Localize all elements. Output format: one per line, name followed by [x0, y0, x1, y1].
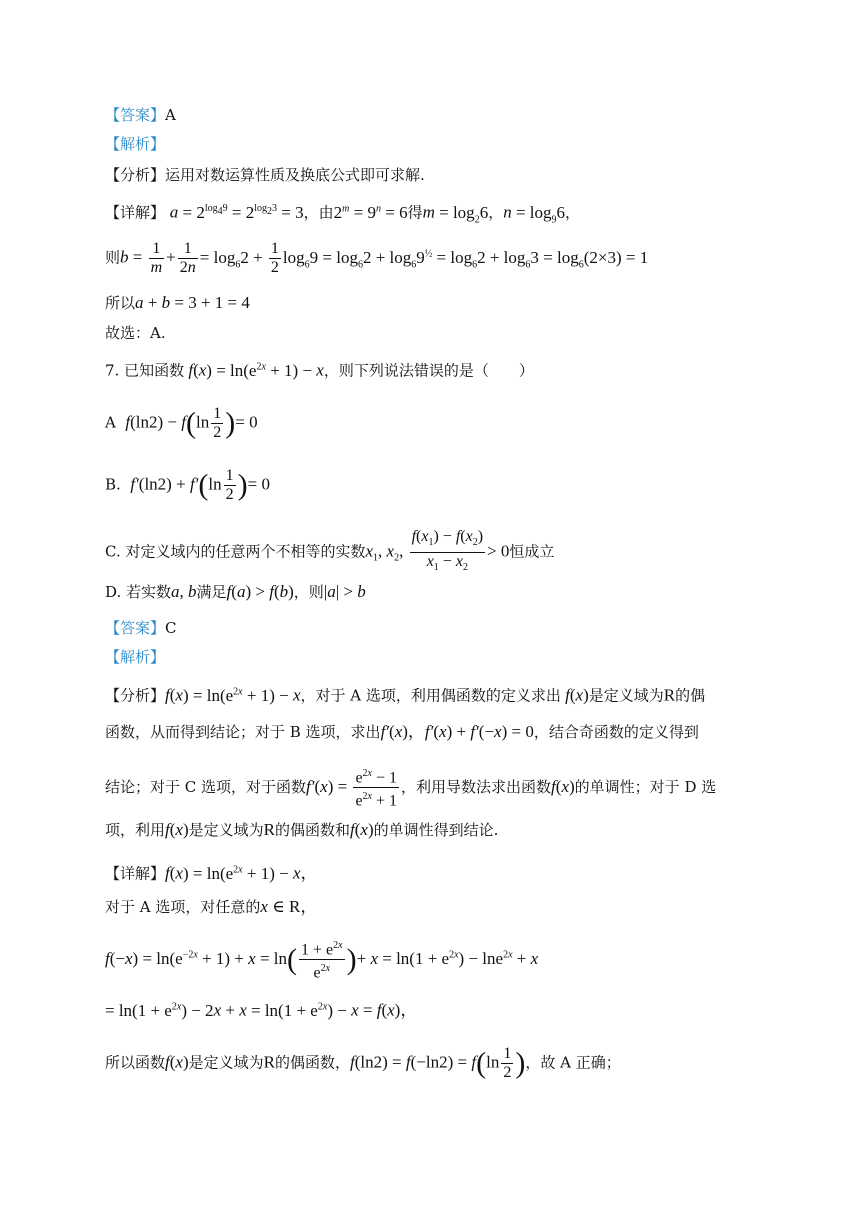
q7-option-d: D. 若实数a, b满足f(a) > f(b)，则|a| > b — [105, 582, 366, 601]
q6-conclusion: 故选：A. — [105, 324, 166, 342]
q7-answer-line: 【答案】C — [105, 619, 177, 637]
q7-fenxi-line-2: 函数，从而得到结论；对于 B 选项，求出f′(x)，f′(x) + f′(−x) = 0，结合奇函数的定义得到 — [105, 722, 699, 741]
q7-xiangjie-line-4: = $\ln(1 + e^{2x}) - 2x + x = \ln(1 + e^{2x}) - x = f(x)$， — [105, 1000, 418, 1020]
q7-option-c: C. 对定义域内的任意两个不相等的实数$x_1$, $x_2$, $\frac{f(x_1) - f(x_2)}{x_1 - x_2}$ > 0恒成立 — [105, 528, 555, 574]
formula: a — [169, 202, 179, 222]
q7-xiangjie-line-1: 【详解】$f(x) = \ln(e^{2x} + 1) - x$， — [105, 863, 318, 883]
q6-answer-line — [105, 104, 176, 126]
q7-option-b: B. f′(ln2) + f′(ln $\frac{1}{2}$ )= 0 — [105, 467, 270, 503]
q7-fenxi-line-1: 【分析】$f(x) = \ln(e^{2x} + 1) - x$，对于 A 选项，利用偶函数的定义求出 f(x)是定义域为R的偶 — [105, 685, 706, 705]
q7-fenxi-line-4: 项，利用f(x)是定义域为R的偶函数和f(x)的单调性得到结论. — [105, 820, 499, 839]
q7-stem: 7. 已知函数 $f(x) = \ln(e^{2x} + 1) - x$，则下列说法错误的是（ ） — [105, 360, 534, 380]
q7-analysis-tag: 【解析】 — [105, 648, 166, 666]
q7-option-a: A f(ln2) − f(ln $\frac{1}{2}$ )= 0 — [105, 405, 258, 441]
q7-xiangjie-line-5: 所以函数f(x)是定义域为R的偶函数，f(ln2) = f(−ln2) = f(ln $\frac{1}{2}$ )，故 A 正确； — [105, 1045, 621, 1081]
q6-analysis-tag: 【解析】 — [105, 135, 166, 153]
q7-fenxi-line-3: 结论；对于 C 选项，对于函数f′(x) = $\frac{e^{2x} - 1}{e^{2x} + 1}$ ，利用导数法求出函数f(x)的单调性；对于 D 选 — [105, 765, 716, 811]
answer-tag: 【答案】 — [105, 106, 166, 124]
q7-xiangjie-line-3: $f(-x) = \ln(e^{-2x} + 1) + x = \ln$( $\frac{1 + e^{2x}}{e^{2x}}$ )+ $x = \ln(1 + e^{2x}) - \ln e^{2x} + x$ — [105, 937, 538, 983]
q6-fenxi-line — [105, 164, 425, 186]
xiangjie-tag: 【详解】 — [105, 203, 166, 222]
q6-detail-line-3: 所以a + b = 3 + 1 = 4 — [105, 293, 250, 312]
fenxi-tag: 【分析】 — [105, 166, 166, 184]
q6-detail-line-2: 则b = $\frac{1}{m}$ + $\frac{1}{2n}$ = $\log_62$ + $\frac{1}{2}$ $\log_69 = \log_62 + \log_69^{\frac{1}{2}} = \log_62 + \log_63 = \log_6(2\times 3) = 1$ — [105, 240, 649, 276]
q6-detail-line-1: 【详解】 $a = 2^{log_49} = 2^{log_23} = 3$，由$2^m = 9^n = 6$得$m = \log_26$，$n = \log_96$， — [105, 202, 581, 226]
answer-value: A — [165, 106, 176, 124]
q7-xiangjie-line-2: 对于 A 选项，对任意的x ∈ R， — [105, 897, 318, 916]
fenxi-text: 运用对数运算性质及换底公式即可求解. — [165, 166, 425, 184]
